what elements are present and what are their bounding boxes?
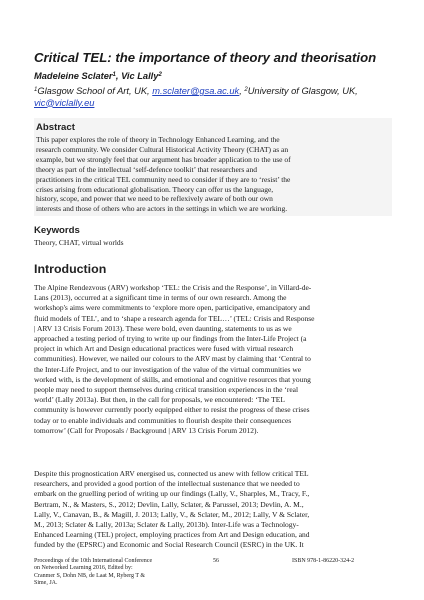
text-line: The Alpine Rendezvous (ARV) workshop ‘TEL: the Crisis and the Response’, in Villard-de-: [34, 283, 312, 292]
text-line: theory as part of the intellectual ‘self-defence toolkit’ that researchers and: [36, 164, 258, 174]
text-line: fluid models of TEL’, and to ‘shape a research agenda for TEL…’ (TEL: Crisis and Response: [34, 313, 315, 323]
text-line: embark on the gruelling period of writing up our findings (Lally, V., Sharples, M., Tracy, F.,: [34, 489, 310, 499]
page-number: 56: [213, 558, 219, 564]
abstract-text: [36, 135, 390, 214]
footer-line: Proceedings of the 10th International Conference: [34, 558, 153, 564]
text-line: Bertram, N., & Masters, S., 2012; Devlin, Lally, Sclater, & Parussel, 2013; Devlin, A. M.,: [34, 499, 304, 509]
paragraph: [34, 469, 386, 551]
isbn: ISBN 978-1-86220-324-2: [292, 558, 355, 564]
text-line: M., 2013; Sclater & Lally, 2013a; Sclater & Lally, 2013b). Inter-Life was a Technology-: [34, 520, 299, 530]
footer-line: on Networked Learning 2016, Edited by:: [34, 565, 133, 572]
text-line: workshop's aims were commitments to ‘explore more open, participative, emancipatory and: [34, 303, 310, 313]
text-line: example, but we strongly feel that our argument has broader application to the use of: [36, 154, 291, 164]
email-link[interactable]: m.sclater@gsa.ac.uk: [152, 86, 240, 96]
email-link[interactable]: vic@viclally.eu: [34, 97, 95, 108]
keywords-heading: Keywords: [34, 225, 80, 236]
institution: University of Glasgow, UK,: [247, 86, 358, 96]
paragraph: [34, 283, 386, 436]
text-line: worked with, is the development of skills, and emotional and cognitive resources that young: [34, 374, 311, 384]
proceedings-note: [34, 558, 174, 588]
text-line: researchers, and provided a good portion of the intellectual sustenance that we needed to: [34, 479, 300, 489]
text-line: Lans (2013), occurred at a significant time in terms of our own research. Among the: [34, 293, 287, 303]
text-line: practitioners in the critical TEL community need to consider if they are to ‘resist’ the: [36, 174, 291, 184]
author-affiliation-mark: 2: [158, 72, 162, 78]
keywords-text: Theory, CHAT, virtual worlds: [34, 238, 124, 247]
footer-line: Cranmer S, Dohn NB, de Laat M, Ryberg T &: [34, 572, 146, 579]
text-line: approached a testing period of trying to write up our findings from the Inter-Life Project (a: [34, 334, 307, 344]
text-line: today or to enable individuals and communities to flourish despite their consequences: [34, 415, 292, 425]
footer-line: Sime, JA.: [34, 580, 58, 587]
text-line: people may need to support themselves during critical transition experiences in the ‘real: [34, 385, 299, 395]
institution: Glasgow School of Art, UK,: [37, 86, 150, 96]
text-line: communities). However, we nailed our colours to the ARV mast by claiming that ‘Central to: [34, 354, 311, 364]
author-affiliation-mark: 1: [112, 72, 116, 78]
text-line: Lally, V., Canavan, B., & Magill, J. 2013; Lally, V., & Sclater, M., 2012; Lally, V & Sclater,: [34, 509, 310, 519]
text-line: the Inter-Life Project, and to our investigation of the value of the virtual communities we: [34, 364, 302, 374]
paper-title: Critical TEL: the importance of theory and theorisation: [34, 50, 377, 65]
author-name: Madeleine Sclater: [34, 71, 113, 81]
introduction-heading: Introduction: [34, 262, 107, 276]
author-line: Madeleine Sclater$^1$, Vic Lally$^2$: [34, 71, 162, 81]
abstract-heading: Abstract: [36, 122, 75, 133]
text-line: interests and those of others who are actors in the settings in which we are working.: [36, 204, 288, 214]
author-name: Vic Lally: [121, 71, 159, 81]
text-line: tomorrow’ (Call for Proposals / Background | ARV 13 Crisis Forum 2012).: [34, 425, 259, 435]
text-line: | ARV 13 Crisis Forum 2013). These were bold, even daunting, statements to us as we: [34, 323, 292, 333]
text-line: world’ (Lally 2013a). But then, in the call for proposals, we encountered: ‘The TEL: [34, 395, 285, 405]
text-line: research community. We consider Cultural Historical Activity Theory (CHAT) as an: [36, 144, 289, 154]
affiliations: $^1$Glasgow School of Art, UK, m.sclater@gsa.ac.uk, $^2$University of Glasgow, UK, vic@viclally.eu: [34, 86, 358, 108]
text-line: history, scope, and power that we need to be reflexively aware of both our own: [36, 194, 273, 204]
text-line: Despite this prognostication ARV energised us, connected us anew with fellow critical TEL: [34, 469, 309, 478]
text-line: funded by the (EPSRC) and Economic and Social Research Council (ESRC) in the UK. It: [34, 540, 304, 550]
text-line: project in which Art and Design educational practices were fused with virtual research: [34, 344, 294, 354]
affiliation-mark: 1: [34, 87, 38, 93]
text-line: This paper explores the role of theory in Technology Enhanced Learning, and the: [36, 135, 280, 144]
abstract-section: [34, 118, 392, 216]
affiliation-mark: 2: [244, 87, 248, 93]
text-line: Enhanced Learning (TEL) project, employing practices from Art and Design education, and: [34, 530, 310, 540]
text-line: crises arising from educational globalisation. Theory can offer us the language,: [36, 184, 274, 194]
text-line: community is however currently poorly equipped either to resist the progress of these crises: [34, 405, 310, 415]
keywords-section: [34, 225, 388, 248]
